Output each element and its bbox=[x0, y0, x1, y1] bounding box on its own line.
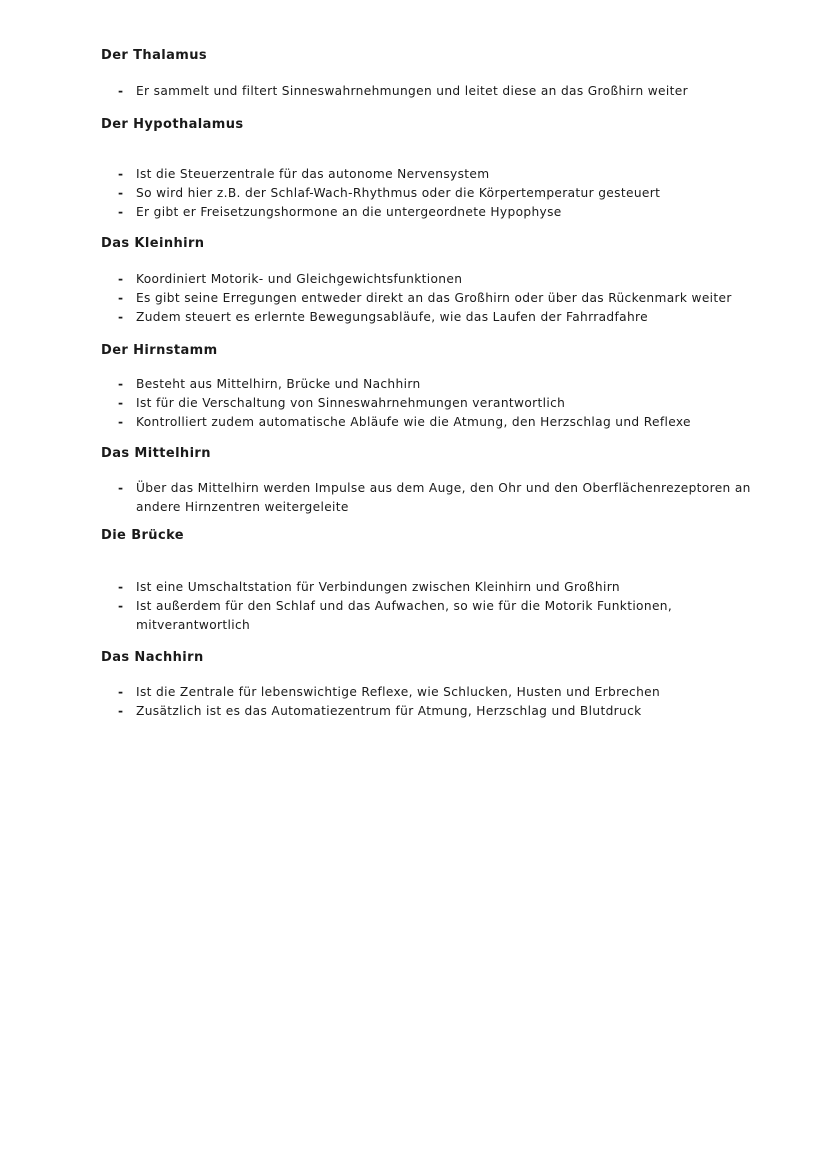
section-heading-bruecke: Die Brücke bbox=[101, 528, 184, 543]
section-heading-kleinhirn: Das Kleinhirn bbox=[101, 236, 205, 251]
bullet-dash: - bbox=[118, 395, 124, 410]
bullet-dash: - bbox=[118, 377, 124, 391]
list-item: - Ist eine Umschaltstation für Verbindungen zwischen Kleinhirn und Großhirn bbox=[118, 578, 718, 597]
list-item: - Er gibt er Freisetzungshormone an die untergeordnete Hypophyse bbox=[118, 203, 798, 222]
bullet-dash: - bbox=[118, 598, 124, 613]
list-item: - Zusätzlich ist es das Automatiezentrum für Atmung, Herzschlag und Blutdruck bbox=[118, 702, 798, 721]
section-list-mittelhirn bbox=[118, 479, 790, 517]
list-item: - Ist die Steuerzentrale für das autonome Nervensystem bbox=[118, 165, 798, 184]
section-list-kleinhirn bbox=[118, 270, 798, 326]
bullet-dash: - bbox=[118, 272, 124, 286]
section-list-hypothalamus bbox=[118, 165, 798, 221]
section-heading-hirnstamm: Der Hirnstamm bbox=[101, 343, 218, 358]
list-item: - Koordiniert Motorik- und Gleichgewichtsfunktionen bbox=[118, 270, 798, 289]
list-item: - Über das Mittelhirn werden Impulse aus dem Auge, den Ohr und den Oberflächenrezeptoren an andere Hirnzentren weitergeleite bbox=[118, 481, 751, 514]
list-item: - So wird hier z.B. der Schlaf-Wach-Rhythmus oder die Körpertemperatur gesteuert bbox=[118, 184, 798, 203]
section-list-nachhirn bbox=[118, 683, 798, 721]
list-item: - Zudem steuert es erlernte Bewegungsabläufe, wie das Laufen der Fahrradfahre bbox=[118, 308, 798, 327]
bullet-dash: - bbox=[118, 703, 124, 718]
section-heading-nachhirn: Das Nachhirn bbox=[101, 650, 204, 665]
section-list-thalamus bbox=[118, 82, 798, 101]
bullet-dash: - bbox=[118, 414, 124, 429]
bullet-dash: - bbox=[118, 309, 124, 324]
bullet-dash: - bbox=[118, 167, 124, 181]
bullet-dash: - bbox=[118, 685, 124, 699]
list-item: - Er sammelt und filtert Sinneswahrnehmungen und leitet diese an das Großhirn weiter bbox=[118, 82, 798, 101]
section-list-hirnstamm bbox=[118, 375, 798, 431]
list-item: - Ist außerdem für den Schlaf und das Aufwachen, so wie für die Motorik Funktionen, mitverantwortlich bbox=[118, 598, 673, 632]
section-list-bruecke bbox=[118, 578, 718, 634]
section-heading-thalamus: Der Thalamus bbox=[101, 48, 208, 63]
bullet-dash: - bbox=[118, 185, 124, 200]
bullet-dash: - bbox=[118, 481, 124, 495]
bullet-dash: - bbox=[118, 290, 124, 305]
list-item: - Ist für die Verschaltung von Sinneswahrnehmungen verantwortlich bbox=[118, 394, 798, 413]
section-heading-mittelhirn: Das Mittelhirn bbox=[101, 446, 211, 461]
list-item: - Ist die Zentrale für lebenswichtige Reflexe, wie Schlucken, Husten und Erbrechen bbox=[118, 683, 798, 702]
list-item: - Besteht aus Mittelhirn, Brücke und Nachhirn bbox=[118, 375, 798, 394]
bullet-dash: - bbox=[118, 204, 124, 219]
bullet-dash: - bbox=[118, 84, 124, 98]
section-heading-hypothalamus: Der Hypothalamus bbox=[101, 117, 244, 132]
list-item: - Es gibt seine Erregungen entweder direkt an das Großhirn oder über das Rückenmark weiter bbox=[118, 289, 798, 308]
bullet-dash: - bbox=[118, 580, 124, 594]
list-item: - Kontrolliert zudem automatische Abläufe wie die Atmung, den Herzschlag und Reflexe bbox=[118, 413, 798, 432]
